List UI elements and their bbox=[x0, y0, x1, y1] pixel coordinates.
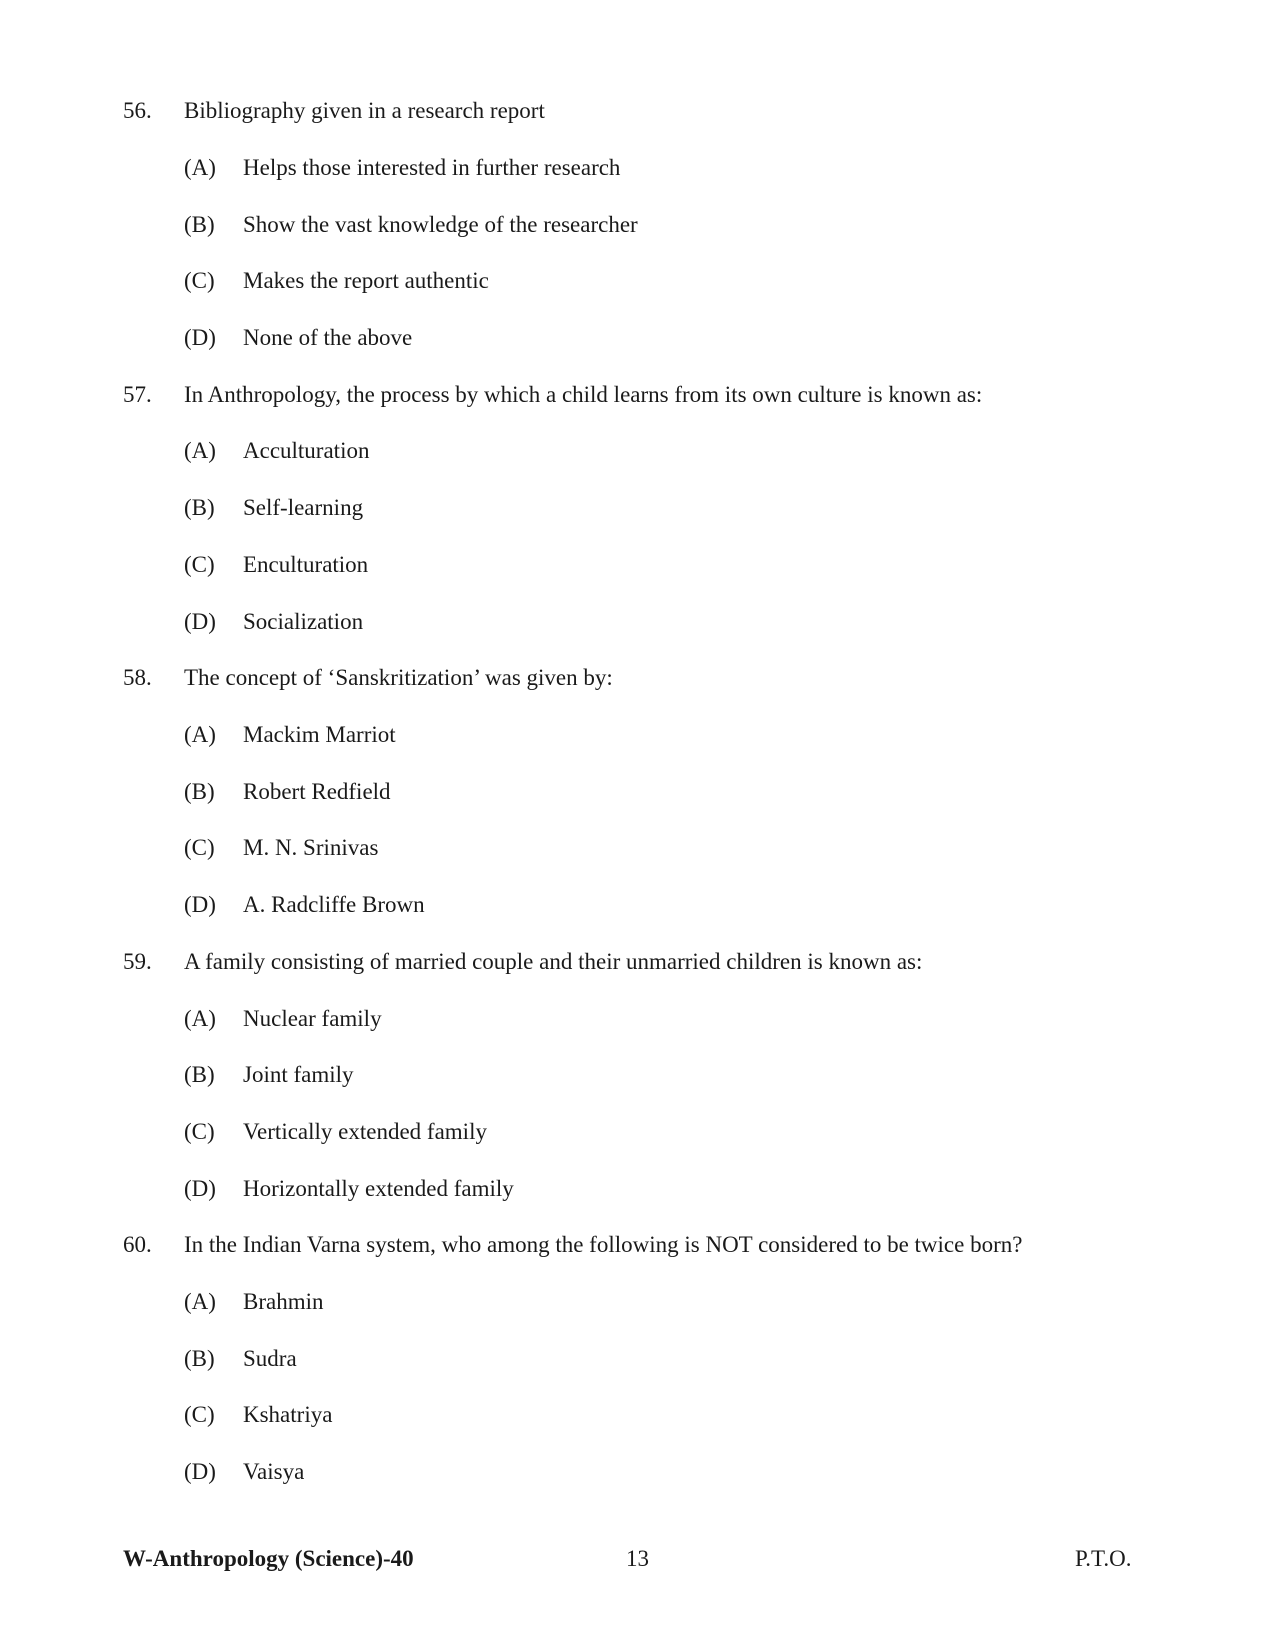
option-text: Sudra bbox=[243, 1346, 297, 1371]
pto-label: P.T.O. bbox=[1075, 1546, 1132, 1571]
option-text: Vaisya bbox=[243, 1459, 305, 1484]
option-letter: (B) bbox=[184, 779, 215, 804]
option-text: Nuclear family bbox=[243, 1006, 382, 1031]
option-letter: (B) bbox=[184, 212, 215, 237]
question-text: In the Indian Varna system, who among the following is NOT considered to be twice born? bbox=[184, 1232, 1023, 1257]
option-letter: (C) bbox=[184, 268, 215, 293]
paper-code: W-Anthropology (Science)-40 bbox=[123, 1546, 414, 1571]
question-text: Bibliography given in a research report bbox=[184, 98, 545, 123]
option-letter: (A) bbox=[184, 1289, 216, 1314]
question-text: A family consisting of married couple and their unmarried children is known as: bbox=[184, 949, 923, 974]
page-number: 13 bbox=[626, 1546, 649, 1571]
question-number: 59. bbox=[123, 949, 152, 974]
option-text: Socialization bbox=[243, 609, 364, 634]
question-number: 60. bbox=[123, 1232, 152, 1257]
question-number: 56. bbox=[123, 98, 152, 123]
option-letter: (D) bbox=[184, 1459, 216, 1484]
option-letter: (D) bbox=[184, 892, 216, 917]
option-text: Makes the report authentic bbox=[243, 268, 489, 293]
option-letter: (A) bbox=[184, 438, 216, 463]
option-letter: (D) bbox=[184, 1176, 216, 1201]
option-letter: (C) bbox=[184, 1119, 215, 1144]
option-text: Joint family bbox=[243, 1062, 354, 1087]
option-text: Helps those interested in further research bbox=[243, 155, 621, 180]
option-letter: (B) bbox=[184, 495, 215, 520]
option-letter: (A) bbox=[184, 155, 216, 180]
option-text: None of the above bbox=[243, 325, 413, 350]
option-letter: (B) bbox=[184, 1346, 215, 1371]
question-number: 57. bbox=[123, 382, 152, 407]
option-text: Kshatriya bbox=[243, 1402, 333, 1427]
option-letter: (A) bbox=[184, 1006, 216, 1031]
option-letter: (B) bbox=[184, 1062, 215, 1087]
option-text: M. N. Srinivas bbox=[243, 835, 379, 860]
option-letter: (D) bbox=[184, 609, 216, 634]
option-text: Show the vast knowledge of the researcher bbox=[243, 212, 638, 237]
option-text: Brahmin bbox=[243, 1289, 324, 1314]
question-text: In Anthropology, the process by which a child learns from its own culture is known as: bbox=[184, 382, 983, 407]
option-letter: (C) bbox=[184, 552, 215, 577]
question-number: 58. bbox=[123, 665, 152, 690]
option-text: Self-learning bbox=[243, 495, 364, 520]
option-text: Horizontally extended family bbox=[243, 1176, 514, 1201]
option-text: Enculturation bbox=[243, 552, 369, 577]
option-text: A. Radcliffe Brown bbox=[243, 892, 425, 917]
question-text: The concept of ‘Sanskritization’ was given by: bbox=[184, 665, 613, 690]
option-letter: (A) bbox=[184, 722, 216, 747]
option-letter: (C) bbox=[184, 1402, 215, 1427]
option-text: Robert Redfield bbox=[243, 779, 391, 804]
option-letter: (D) bbox=[184, 325, 216, 350]
option-text: Mackim Marriot bbox=[243, 722, 396, 747]
option-letter: (C) bbox=[184, 835, 215, 860]
option-text: Acculturation bbox=[243, 438, 370, 463]
option-text: Vertically extended family bbox=[243, 1119, 487, 1144]
